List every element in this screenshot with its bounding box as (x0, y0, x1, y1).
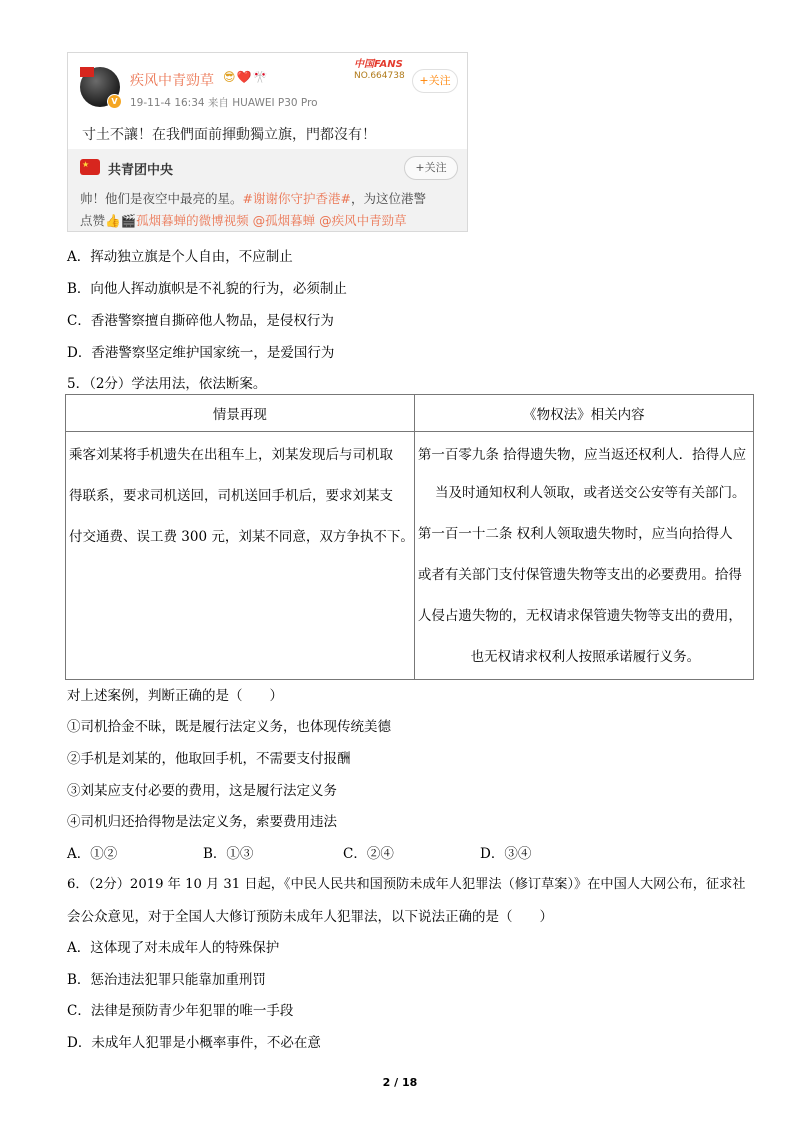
repost-text-part: ，为这位港警 (350, 191, 426, 206)
repost-org-name: 共青团中央 (108, 163, 174, 178)
q5-choice-d[interactable]: D．③④ (480, 846, 532, 862)
q5-statement-3: ③刘某应支付必要的费用，这是履行法定义务 (67, 783, 337, 799)
post-meta: 19-11-4 16:34 来自 HUAWEI P30 Pro (130, 97, 318, 109)
q6-option-c[interactable]: C．法律是预防青少年犯罪的唯一手段 (67, 1003, 294, 1019)
q4-option-d[interactable]: D．香港警察坚定维护国家统一，是爱国行为 (67, 345, 335, 361)
org-flag-icon: ★ (80, 159, 100, 175)
q6-title-line-2: 会公众意见，对于全国人大修订预防未成年人犯罪法，以下说法正确的是（ ） (67, 909, 553, 925)
follow-button[interactable]: +关注 (412, 69, 458, 93)
q6-title-line-1: 6．（2分）2019 年 10 月 31 日起，《中民人民共和国预防未成年人犯罪法（修订草案）》在中国人大网公布，征求社 (67, 877, 746, 892)
q4-option-b[interactable]: B．向他人挥动旗帜是不礼貌的行为，必须制止 (67, 281, 347, 297)
q5-choice-a[interactable]: A．①② (67, 846, 118, 862)
q5-prompt: 对上述案例，判断正确的是（ ） (67, 688, 283, 704)
q4-option-a[interactable]: A．挥动独立旗是个人自由，不应制止 (67, 249, 293, 265)
post-text: 寸土不讓！在我們面前揮動獨立旗，門都沒有！ (82, 127, 376, 143)
repost-text-part: 点赞👍 (80, 213, 121, 228)
fans-badge (354, 59, 412, 91)
q4-option-c[interactable]: C．香港警察擅自撕碎他人物品，是侵权行为 (67, 313, 334, 329)
weibo-username: 疾风中青勁草 (130, 73, 214, 89)
repost-line-1 (80, 189, 426, 207)
repost-text-part: 帅！他们是夜空中最亮的星。 (80, 191, 243, 206)
law-content-cell (414, 432, 753, 680)
law-line: 第一百一十二条 权利人领取遗失物时，应当向拾得人 (417, 526, 733, 542)
user-avatar (80, 67, 120, 107)
law-line: 第一百零九条 拾得遗失物，应当返还权利人．拾得人应 (417, 447, 747, 463)
q5-choice-b[interactable]: B．①③ (203, 846, 254, 862)
q5-statement-2: ②手机是刘某的，他取回手机，不需要支付报酬 (67, 751, 351, 767)
hashtag-link[interactable]: #谢谢你守护香港# (242, 191, 351, 206)
law-table (65, 394, 754, 680)
q5-statement-1: ①司机拾金不昧，既是履行法定义务，也体现传统美德 (67, 719, 391, 735)
law-line: 或者有关部门支付保管遗失物等支出的必要费用。拾得 (417, 567, 742, 583)
page-number: 2 / 18 (382, 1076, 418, 1089)
user-badge-icons: 😎❤️🎌 (223, 70, 269, 84)
video-link[interactable]: 🎬孤烟暮蝉的微博视频 (120, 213, 249, 228)
q6-option-a[interactable]: A．这体现了对未成年人的特殊保护 (67, 940, 280, 956)
scenario-line: 乘客刘某将手机遗失在出租车上，刘某发现后与司机取 (69, 447, 393, 463)
q5-choice-c[interactable]: C．②④ (343, 846, 394, 862)
table-header-right: 《物权法》相关内容 (414, 395, 753, 432)
repost-follow-button[interactable]: +关注 (404, 156, 458, 180)
fans-logo: 中国FANS (354, 59, 403, 70)
scenario-line: 得联系，要求司机送回，司机送回手机后，要求刘某支 (69, 488, 393, 504)
fans-number: NO.664738 (354, 71, 405, 81)
scenario-cell (66, 432, 415, 680)
q6-option-b[interactable]: B．惩治违法犯罪只能靠加重刑罚 (67, 972, 266, 988)
q6-option-d[interactable]: D．未成年人犯罪是小概率事件，不必在意 (67, 1035, 321, 1051)
law-line: 当及时通知权利人领取，或者送交公安等有关部门。 (417, 485, 746, 501)
verified-icon: V (107, 94, 122, 109)
weibo-screenshot (67, 52, 468, 232)
table-header-left: 情景再现 (66, 395, 415, 432)
law-line: 人侵占遗失物的，无权请求保管遗失物等支出的费用， (417, 608, 742, 624)
flag-icon (80, 67, 94, 77)
q5-title: 5．（2分）学法用法，依法断案。 (67, 376, 267, 392)
repost-line-2 (80, 211, 407, 229)
law-line: 也无权请求权利人按照承诺履行义务。 (470, 649, 701, 665)
scenario-line: 付交通费、误工费 300 元，刘某不同意，双方争执不下。 (69, 529, 414, 545)
q5-statement-4: ④司机归还拾得物是法定义务，索要费用违法 (67, 814, 337, 830)
repost-box (68, 149, 467, 232)
mention-links[interactable]: @孤烟暮蝉 @疾风中青勁草 (252, 213, 407, 228)
